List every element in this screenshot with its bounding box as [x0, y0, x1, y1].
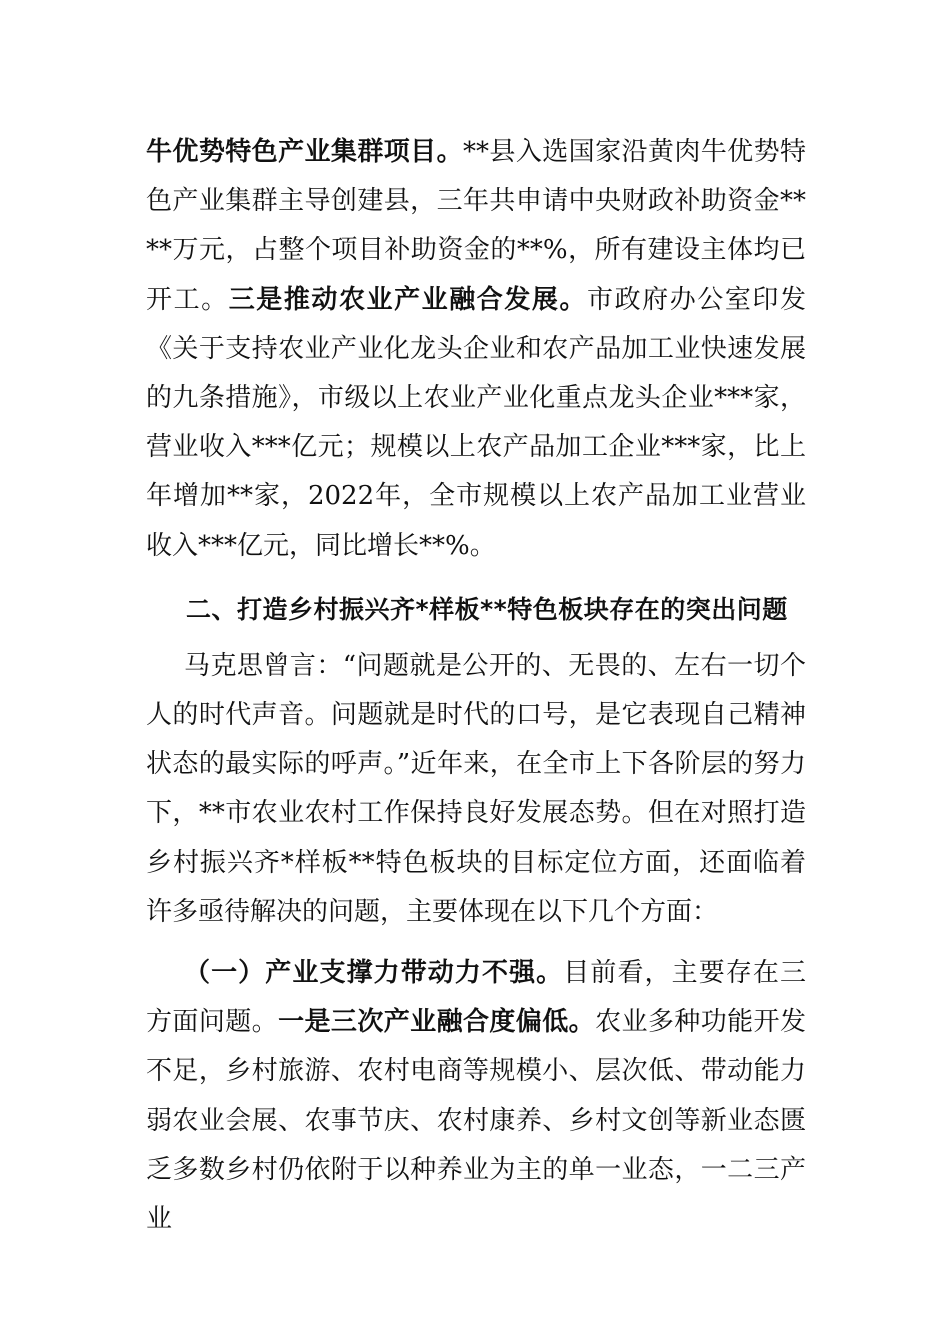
- body-text-block-2: [146, 642, 806, 1244]
- text-run: 市政府办公室印发《关于支持农业产业化龙头企业和农产品加工业快速发展的九条措施》，市级以上农业产业化重点龙头企业***家，营业收入***亿元；规模以上农产品加工企业***家，比上年增加**家，2022年，全市规模以上农产品加工业营业收入***亿元，同比增长**%。: [146, 284, 806, 561]
- paragraph: [146, 642, 806, 937]
- section-heading: 二、打造乡村振兴齐*样板**特色板块存在的突出问题: [186, 594, 788, 624]
- text-run: **县入选国家沿黄肉牛优势特色产业集群主导创建县，三年共申请中央财政补助资金****万元，占整个项目补助资金的**%，所有建设主体均已开工。: [146, 137, 806, 315]
- text-run: 农业多种功能开发不足，乡村旅游、农村电商等规模小、层次低、带动能力弱农业会展、农事节庆、农村康养、乡村文创等新业态匮乏多数乡村仍依附于以种养业为主的单一业态，一二三产业: [146, 1007, 806, 1235]
- document-page: [146, 128, 806, 1244]
- body-text-block-1: [146, 128, 806, 571]
- bold-text-run: 牛优势特色产业集群项目。: [146, 137, 463, 167]
- bold-text-run: 一是三次产业融合度偏低。: [278, 1007, 596, 1038]
- paragraph: [146, 949, 806, 1244]
- bold-text-run: （一）产业支撑力带动力不强。: [184, 958, 564, 989]
- bold-text-run: 三是推动农业产业融合发展。: [228, 284, 588, 315]
- paragraph: [146, 128, 806, 571]
- text-run: 目前看，主要存在三方面问题。: [146, 958, 806, 1038]
- text-run: 马克思曾言：“问题就是公开的、无畏的、左右一切个人的时代声音。问题就是时代的口号，是它表现自己精神状态的最实际的呼声。”近年来，在全市上下各阶层的努力下，**市农业农村工作保持良好发展态势。但在对照打造乡村振兴齐*样板**特色板块的目标定位方面，还面临着许多亟待解决的问题，主要体现在以下几个方面：: [146, 650, 806, 927]
